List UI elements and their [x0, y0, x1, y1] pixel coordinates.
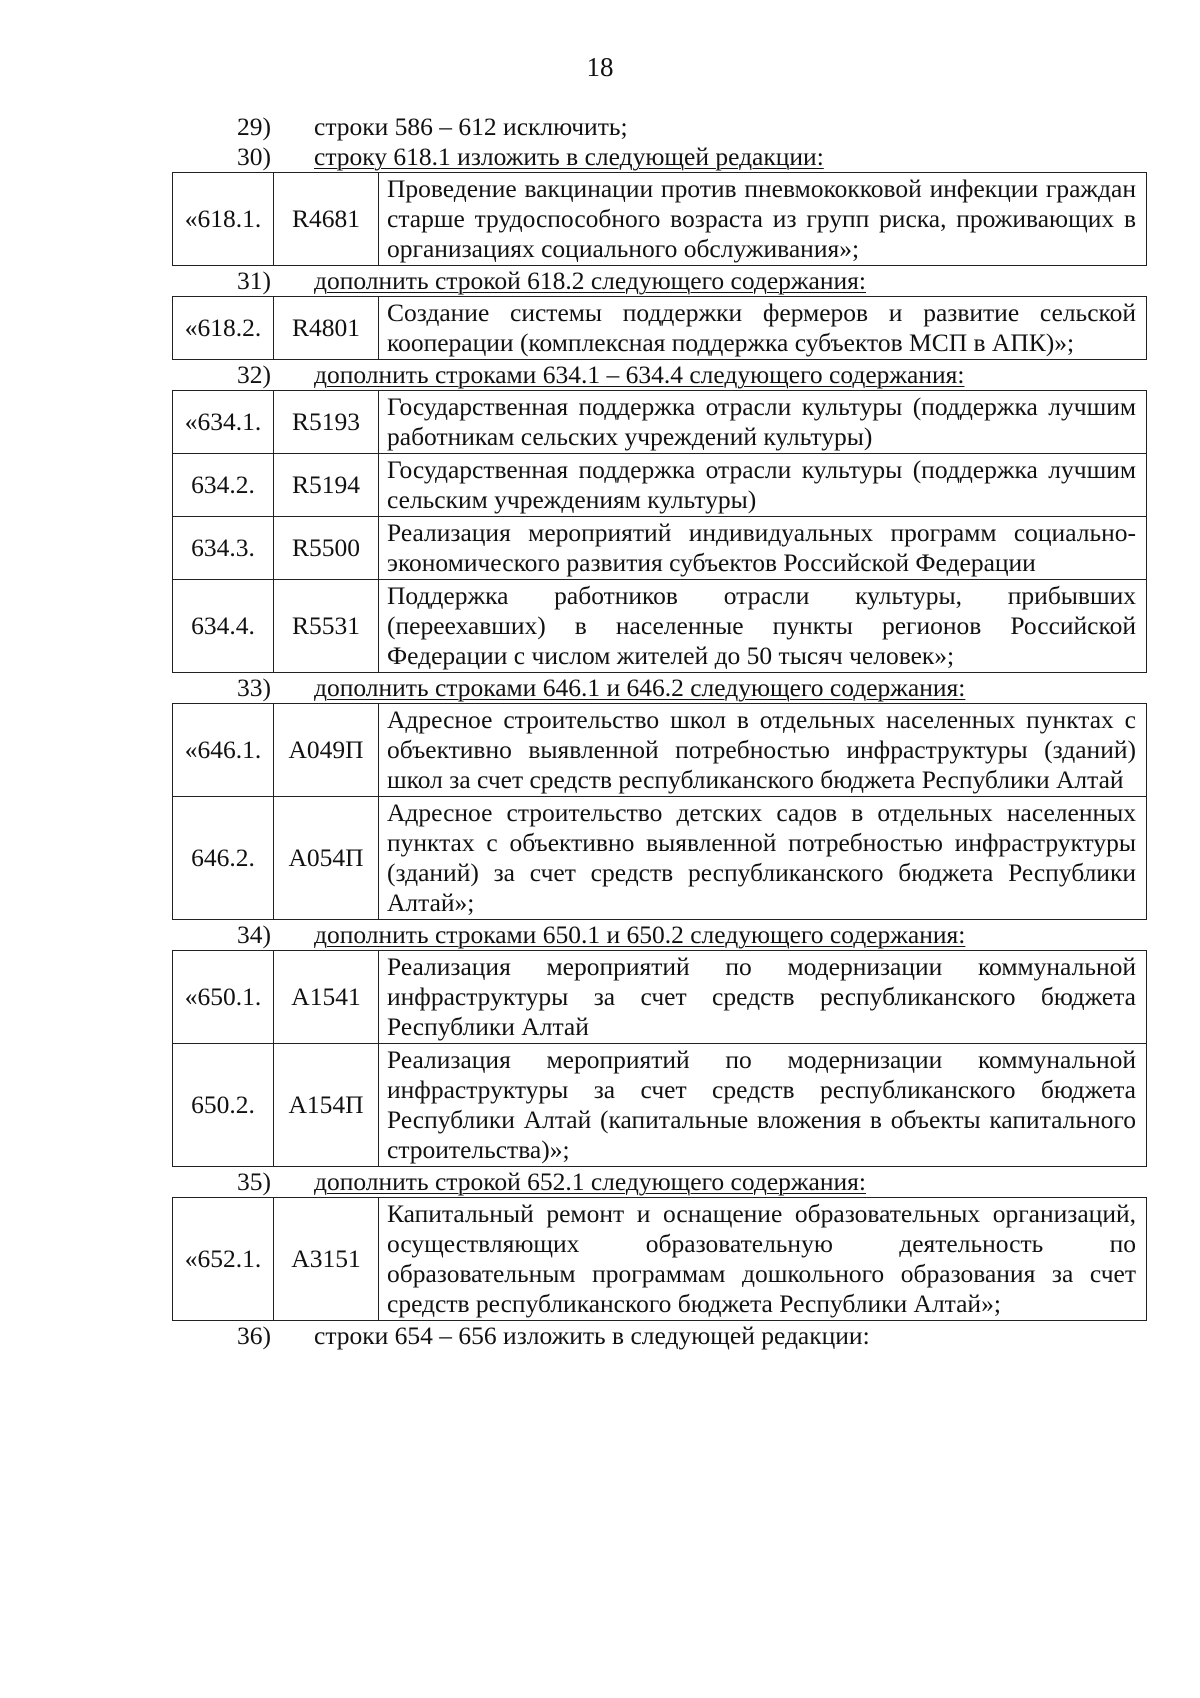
amendment-table — [172, 390, 1147, 673]
amendment-text: дополнить строкой 652.1 следующего содержания: — [314, 1167, 866, 1196]
table-row — [173, 1198, 1147, 1321]
amendment-item — [172, 1167, 1147, 1197]
amendment-table — [172, 1197, 1147, 1321]
amendment-text: строки 586 – 612 исключить; — [314, 112, 628, 141]
description-cell: Поддержка работников отрасли культуры, прибывших (переехавших) в населенные пункты регионов Российской Федерации с числом жителей до 50 тысяч человек»; — [379, 580, 1147, 673]
description-cell: Капитальный ремонт и оснащение образовательных организаций, осуществляющих образовательную деятельность по образовательным программам дошкольного образования за счет средств республиканского бюджета Республики Алтай»; — [379, 1198, 1147, 1321]
table-row — [173, 580, 1147, 673]
table-row — [173, 454, 1147, 517]
table-row — [173, 704, 1147, 797]
page-number: 18 — [586, 52, 614, 82]
row-number-cell: «618.1. — [173, 173, 274, 266]
amendment-number: 35) — [237, 1167, 271, 1196]
document-body — [172, 112, 1147, 1351]
amendment-item — [172, 142, 1147, 172]
code-cell: А054П — [274, 797, 379, 920]
code-cell: R5531 — [274, 580, 379, 673]
row-number-cell: 650.2. — [173, 1044, 274, 1167]
description-cell: Проведение вакцинации против пневмококковой инфекции граждан старше трудоспособного возраста из групп риска, проживающих в организациях социального обслуживания»; — [379, 173, 1147, 266]
amendment-table — [172, 296, 1147, 360]
table-row — [173, 391, 1147, 454]
description-cell: Реализация мероприятий по модернизации коммунальной инфраструктуры за счет средств республиканского бюджета Республики Алтай — [379, 951, 1147, 1044]
code-cell: А049П — [274, 704, 379, 797]
amendment-number: 33) — [237, 673, 271, 702]
amendment-number: 36) — [237, 1321, 271, 1350]
row-number-cell: «618.2. — [173, 297, 274, 360]
row-number-cell: 646.2. — [173, 797, 274, 920]
code-cell: А154П — [274, 1044, 379, 1167]
amendment-text: дополнить строками 646.1 и 646.2 следующего содержания: — [314, 673, 966, 702]
row-number-cell: «652.1. — [173, 1198, 274, 1321]
row-number-cell: 634.4. — [173, 580, 274, 673]
amendment-item — [172, 920, 1147, 950]
amendment-table — [172, 703, 1147, 920]
amendment-item — [172, 1321, 1147, 1351]
description-cell: Государственная поддержка отрасли культуры (поддержка лучшим работникам сельских учреждений культуры) — [379, 391, 1147, 454]
table-row — [173, 951, 1147, 1044]
amendment-number: 30) — [237, 142, 271, 171]
amendment-text: дополнить строками 634.1 – 634.4 следующего содержания: — [314, 360, 965, 389]
row-number-cell: «646.1. — [173, 704, 274, 797]
code-cell: R5194 — [274, 454, 379, 517]
code-cell: R5193 — [274, 391, 379, 454]
code-cell: А1541 — [274, 951, 379, 1044]
table-row — [173, 1044, 1147, 1167]
amendment-text: строку 618.1 изложить в следующей редакции: — [314, 142, 824, 171]
table-row — [173, 173, 1147, 266]
description-cell: Реализация мероприятий по модернизации коммунальной инфраструктуры за счет средств республиканского бюджета Республики Алтай (капитальные вложения в объекты капитального строительства)»; — [379, 1044, 1147, 1167]
amendment-number: 34) — [237, 920, 271, 949]
amendment-item — [172, 673, 1147, 703]
amendment-item — [172, 360, 1147, 390]
amendment-table — [172, 950, 1147, 1167]
row-number-cell: «634.1. — [173, 391, 274, 454]
amendment-number: 31) — [237, 266, 271, 295]
table-row — [173, 297, 1147, 360]
amendment-text: дополнить строкой 618.2 следующего содержания: — [314, 266, 866, 295]
description-cell: Государственная поддержка отрасли культуры (поддержка лучшим сельским учреждениям культуры) — [379, 454, 1147, 517]
table-row — [173, 517, 1147, 580]
row-number-cell: 634.2. — [173, 454, 274, 517]
amendment-text: строки 654 – 656 изложить в следующей редакции: — [314, 1321, 870, 1350]
amendment-item — [172, 112, 1147, 142]
row-number-cell: 634.3. — [173, 517, 274, 580]
row-number-cell: «650.1. — [173, 951, 274, 1044]
amendment-item — [172, 266, 1147, 296]
amendment-table — [172, 172, 1147, 266]
description-cell: Реализация мероприятий индивидуальных программ социально-экономического развития субъектов Российской Федерации — [379, 517, 1147, 580]
code-cell: R5500 — [274, 517, 379, 580]
amendment-number: 29) — [237, 112, 271, 141]
table-row — [173, 797, 1147, 920]
amendment-text: дополнить строками 650.1 и 650.2 следующего содержания: — [314, 920, 966, 949]
code-cell: А3151 — [274, 1198, 379, 1321]
description-cell: Адресное строительство школ в отдельных населенных пунктах с объективно выявленной потребностью инфраструктуры (зданий) школ за счет средств республиканского бюджета Республики Алтай — [379, 704, 1147, 797]
description-cell: Адресное строительство детских садов в отдельных населенных пунктах с объективно выявленной потребностью инфраструктуры (зданий) за счет средств республиканского бюджета Республики Алтай»; — [379, 797, 1147, 920]
amendment-number: 32) — [237, 360, 271, 389]
description-cell: Создание системы поддержки фермеров и развитие сельской кооперации (комплексная поддержка субъектов МСП в АПК)»; — [379, 297, 1147, 360]
code-cell: R4801 — [274, 297, 379, 360]
code-cell: R4681 — [274, 173, 379, 266]
